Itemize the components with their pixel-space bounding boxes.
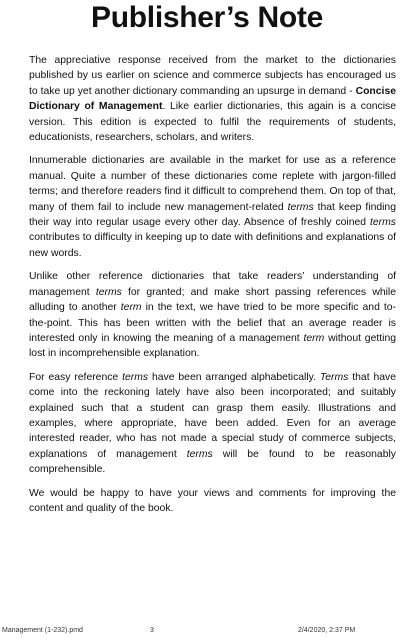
footer-page-number: 3 xyxy=(150,627,154,634)
text-run: The appreciative response received from the market to the dictionaries published by us earlier on science and commerce subjects has encouraged us to take up yet another dictionary commanding an upsurge in demand - xyxy=(29,55,396,97)
italic-term: term xyxy=(120,302,142,314)
text-run: . Like earlier dictionaries, this again is a concise version. This edition is expected to fulfil the requirements of students, educationists, researchers, scholars, and writers. xyxy=(29,101,397,144)
paragraph-1 xyxy=(29,53,396,145)
italic-term: terms xyxy=(186,448,213,460)
text-run: Unlike other reference dictionaries that take readers’ understanding of management xyxy=(29,271,396,298)
footer-datetime: 2/4/2020, 2:37 PM xyxy=(298,627,356,634)
footer-filename: Management (1-232).pmd xyxy=(2,627,83,634)
italic-term: terms xyxy=(370,217,396,229)
print-footer xyxy=(0,625,414,637)
italic-term: Terms xyxy=(319,371,349,383)
page-title: Publisher’s Note xyxy=(91,1,323,34)
text-run: in the text, we have tried to be more specific and to-the-point. This has been written with the belief that an average reader is interested only in knowing the meaning of a management xyxy=(29,302,396,344)
paragraph-3 xyxy=(29,269,396,361)
text-run: contributes to difficulty in keeping up to date with definitions and explanations of new words. xyxy=(29,232,396,259)
text-run: will be found to be reasonably comprehensible. xyxy=(29,448,396,476)
text-run: without getting lost in incomprehensible explanation. xyxy=(29,332,396,360)
italic-term: terms xyxy=(95,286,122,298)
paragraph-4 xyxy=(29,370,396,478)
italic-term: term xyxy=(303,332,325,344)
paragraph-5 xyxy=(29,486,396,517)
text-run: that have come into the reckoning lately have also been incorporated; and suitably explained such that a student can grasp them easily. Illustrations and examples, where appropriate, have been added. Even for an average interested reader, who has not made a special study of commerce subjects, explanations of management xyxy=(29,371,397,460)
text-run: Innumerable dictionaries are available in the market for use as a reference manual. Quite a number of these dictionaries come replete with jargon-filled terms; and therefore readers find it difficult to comprehend them. On top of that, many of them fail to include new management-related xyxy=(29,155,396,213)
text-run: We would be happy to have your views and comments for improving the content and quality of the book. xyxy=(29,487,396,514)
text-run: have been arranged alphabetically. xyxy=(148,371,320,383)
text-run: For easy reference xyxy=(29,371,123,383)
text-run: that keep finding their way into regular usage every other day. Absence of freshly coined xyxy=(29,201,396,229)
paragraph-2 xyxy=(29,153,396,261)
bold-text-run: Concise Dictionary of Management xyxy=(29,85,396,113)
italic-term: terms xyxy=(122,371,149,383)
italic-term: terms xyxy=(287,201,314,213)
publishers-note-body xyxy=(29,53,396,524)
text-run: for granted; and make short passing references while alluding to another xyxy=(29,286,396,314)
